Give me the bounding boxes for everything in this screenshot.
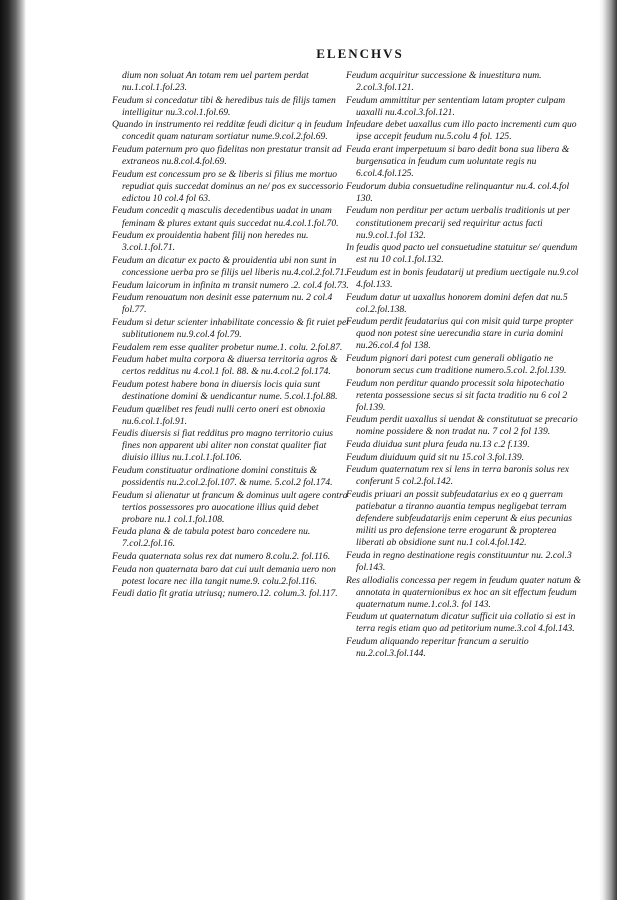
book-gutter-shadow (0, 0, 26, 900)
index-entry: Feudum non perditur quando processit sola hipotechatio retenta possessione secus si sit facta traditio nu 6 col 2 fol.139. (346, 377, 568, 413)
index-entry: Feuda quaternata solus rex dat numero 8.colu.2. fol.116. (112, 551, 331, 563)
index-entry: Quando in instrumento rei redditæ feudi dicitur q in feudum concedit quam naturam sortiatur nume.9.col.2.fol.69. (112, 119, 343, 143)
index-entry: Feudum ammittitur per sententiam latam propter culpam uaxalli nu.4.col.3.fol.121. (346, 94, 566, 118)
index-entry: Feudum si alienatur ut francum & dominus uult agere contra tertios possessores pro auocatione illius quid debet probare nu.1 col.1.fol.108. (112, 489, 348, 525)
index-entry: Infeudare debet uaxallus cum illo pacto incrementi cum quo ipse accepit feudum nu.5.colu 4 fol. 125. (346, 119, 577, 143)
index-entry: Feudalem rem esse qualiter probetur nume.1. colu. 2.fol.87. (112, 341, 343, 353)
index-entry: Feudum renouatum non desinit esse paternum nu. 2 col.4 fol.77. (112, 292, 333, 316)
index-entry: Feudum perdit feudatarius qui con misit quid turpe propter quod non potest sine uerecundia stare in curia domini nu.26.col.4 fol 138. (346, 316, 574, 352)
index-entry: Feudum est in bonis feudatarij ut predium uectigale nu.9.col 4.fol.133. (346, 266, 579, 290)
running-head: ELENCHVS (316, 46, 404, 61)
index-entry: Feudum diuiduum quid sit nu 15.col 3.fol.139. (346, 451, 525, 463)
index-entry: Feudum concedit q masculis decedentibus uadat in unam feminam & plures extant quis succedat nu.4.col.1.fol.70. (112, 205, 339, 229)
index-entry: Feudum est concessum pro se & liberis si filius me mortuo repudiat quis succedat dominus an ne/ pos ex successorio edictou 10 col.4 fol 63. (112, 168, 344, 204)
index-entry: Feuda in regno destinatione regis constituuntur nu. 2.col.3 fol.143. (346, 549, 572, 573)
index-entry: Feudis priuari an possit subfeudatarius ex eo q guerram patiebatur a tiranno auantia tempus negligebat terram defendere subfeudatarijs enim ceperunt & eius pecunias militi us pro defensione terre erogarunt & propterea liberati ab obsidione sunt nu.1 col.4.fol.142. (346, 489, 572, 549)
index-entry: dium non soluat An totam rem uel partem perdat nu.1.col.1.fol.23. (122, 70, 309, 94)
left-column (112, 70, 350, 601)
index-entry: Feudum laicorum in infinita m transit numero .2. col.4 fol.73. (112, 279, 349, 291)
index-entry: Feudum ex prouidentia habent filij non heredes nu. 3.col.1.fol.71. (112, 230, 309, 254)
index-entry: Feudum habet multa corpora & diuersa territoria agros & certos redditus nu 4.col.1 fol. 88. & nu.4.col.2 fol.174. (112, 354, 338, 378)
index-entry: Feudum potest habere bona in diuersis locis quia sunt destinatione domini & uendicantur nume. 5.col.1.fol.88. (112, 378, 338, 402)
index-entry: Feuda diuidua sunt plura feuda nu.13 c.2 f.139. (346, 439, 530, 451)
index-entry: Feudorum dubia consuetudine relinquantur nu.4. col.4.fol 130. (346, 180, 570, 204)
index-entry: In feudis quod pacto uel consuetudine statuitur se/ quendum est nu 10 col.1.fol.132. (346, 242, 578, 266)
index-entry: Feudum perdit uaxallus si uendat & constitutuat se precario nomine possidere & non tradat nu. 7 col 2 fol 139. (346, 414, 578, 438)
index-entry: Feudum constituatur ordinatione domini constituis & possidentis nu.2.col.2.fol.107. & nume. 5.col.2 fol.174. (112, 465, 333, 489)
index-entry: Feuda plana & de tabula potest baro concedere nu. 7.col.2.fol.16. (112, 526, 311, 550)
index-entry: Feudum acquiritur successione & inuestitura num. 2.col.3.fol.121. (346, 70, 542, 94)
index-entry: Feudum ut quaternatum dicatur sufficit uia collatio si est in terra regis etiam quo ad petitorium nume.3.col 4.fol.143. (346, 611, 576, 635)
index-entry: Feudum non perditur per actum uerbalis traditionis ut per constitutionem precarij sed requiritur actus facti nu.9.col.1.fol 132. (346, 205, 571, 241)
index-entry: Feudum an dicatur ex pacto & prouidentia ubi non sunt in concessione uerba pro se filijs uel liberis nu.4.col.2.fol.71. (112, 254, 347, 278)
right-column (346, 70, 586, 661)
index-entry: Feuda non quaternata baro dat cui uult demania uero non potest locare nec illa tangit nume.9. colu.2.fol.116. (112, 563, 336, 587)
index-entry: Feudum aliquando reperitur francum a seruitio nu.2.col.3.fol.144. (346, 636, 529, 660)
index-entry: Feudum paternum pro quo fidelitas non prestatur transit ad extraneos nu.8.col.4.fol.69. (112, 144, 342, 168)
index-entry: Feuda erant imperpetuum si baro dedit bona sua libera & burgensatica in feudum cum uoluntate regis nu 6.col.4.fol.125. (346, 144, 570, 180)
index-entry: Feudum pignori dari potest cum generali obligatio ne bonorum secus cum traditione numero.5.col. 2.fol.139. (346, 353, 567, 377)
index-entry: Feudum datur ut uaxallus honorem domini defen dat nu.5 col.2.fol.138. (346, 291, 568, 315)
index-entry: Feudum si concedatur tibi & heredibus tuis de filijs tamen intelligitur nu.3.col.1.fol.69. (112, 94, 336, 118)
index-entry: Feudum quaternatum rex si lens in terra baronis solus rex conferunt 5 col.2.fol.142. (346, 464, 570, 488)
index-entry: Feudi datio fit gratia utriusq; numero.12. colum.3. fol.117. (112, 588, 338, 600)
index-entry: Res allodialis concessa per regem in feudum quater natum & annotata in quaternionibus ex hoc an sit effectum feudum quaternatum nume.1.col.3. fol 143. (346, 574, 581, 610)
index-entry: Feudum quælibet res feudi nulli certo oneri est obnoxia nu.6.col.1.fol.91. (112, 403, 326, 427)
index-entry: Feudis diuersis si fiat redditus pro magno territorio cuius fines non apparent ubi aliter non constat qualiter fiat diuisio illius nu.1.col.1.fol.106. (112, 428, 334, 464)
page-edge-shadow (599, 0, 617, 900)
index-entry: Feudum si detur scienter inhabilitate concessio & fit ruiet per sublitutionem nu.9.col.4 fol.79. (112, 316, 350, 340)
